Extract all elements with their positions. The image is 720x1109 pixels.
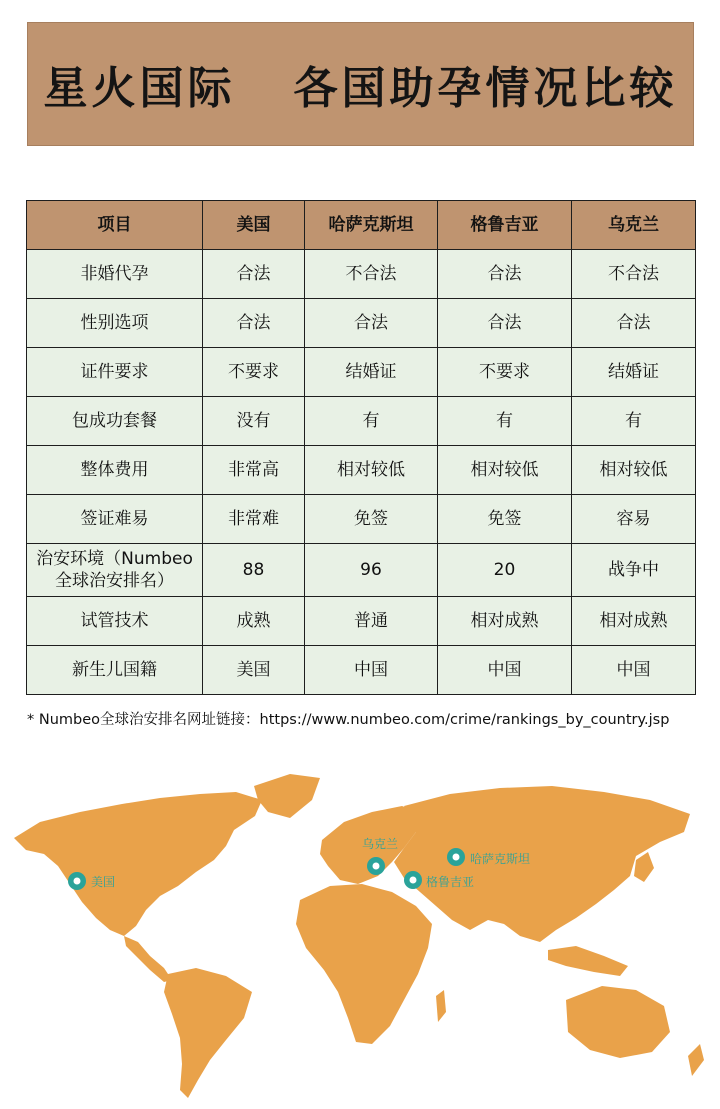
table-cell: 有 [305,397,438,446]
table-cell: 免签 [305,495,438,544]
table-row [27,544,696,597]
table-row [27,646,696,695]
row-label: 试管技术 [27,597,203,646]
title-banner [27,22,694,146]
header-item: 项目 [27,201,203,250]
table-cell: 20 [438,544,572,597]
row-label: 包成功套餐 [27,397,203,446]
table-cell: 合法 [572,299,696,348]
north-america-shape [14,792,262,936]
table-row [27,446,696,495]
japan-shape [634,852,654,882]
pin-label-usa: 美国 [91,875,116,889]
location-pin-dot [453,854,460,861]
table-cell: 不要求 [438,348,572,397]
row-label: 性别选项 [27,299,203,348]
pin-label-kazakhstan: 哈萨克斯坦 [470,852,531,866]
table-cell: 相对成熟 [572,597,696,646]
comparison-table [26,200,696,695]
table-cell: 88 [203,544,305,597]
table-cell: 没有 [203,397,305,446]
table-header-row [27,201,696,250]
world-map [0,760,720,1109]
table-cell: 中国 [305,646,438,695]
pin-usa [68,872,115,890]
location-pin-dot [373,863,380,870]
table-row [27,495,696,544]
table-cell: 96 [305,544,438,597]
continents [14,774,704,1098]
new-zealand-shape [688,1044,704,1076]
table-cell: 结婚证 [572,348,696,397]
table-cell: 不合法 [572,250,696,299]
africa-shape [296,884,432,1044]
table-cell: 成熟 [203,597,305,646]
table-cell: 有 [572,397,696,446]
table-cell: 普通 [305,597,438,646]
table-row [27,348,696,397]
row-label: 新生儿国籍 [27,646,203,695]
central-america-shape [124,936,172,982]
australia-shape [566,986,670,1058]
row-label: 非婚代孕 [27,250,203,299]
table-cell: 战争中 [572,544,696,597]
table-cell: 免签 [438,495,572,544]
table-row [27,397,696,446]
page-title: 星火国际 各国助孕情况比较 [43,63,678,114]
table-cell: 中国 [438,646,572,695]
row-label: 证件要求 [27,348,203,397]
pin-label-ukraine: 乌克兰 [362,837,399,851]
footnote: * Numbeo全球治安排名网址链接：https://www.numbeo.com/crime/rankings_by_country.jsp [27,712,670,728]
table-cell: 合法 [438,250,572,299]
row-label: 整体费用 [27,446,203,495]
row-label: 治安环境（Numbeo全球治安排名） [27,544,203,597]
table-cell: 相对较低 [438,446,572,495]
table-row [27,597,696,646]
header-kazakhstan: 哈萨克斯坦 [305,201,438,250]
pin-label-georgia: 格鲁吉亚 [426,875,475,889]
table-cell: 美国 [203,646,305,695]
header-usa: 美国 [203,201,305,250]
header-ukraine: 乌克兰 [572,201,696,250]
greenland-shape [254,774,320,818]
southeast-asia-islands-shape [548,946,628,976]
table-cell: 合法 [203,250,305,299]
madagascar-shape [436,990,446,1022]
row-label: 签证难易 [27,495,203,544]
table-cell: 合法 [438,299,572,348]
table-row [27,299,696,348]
table-cell: 相对成熟 [438,597,572,646]
header-georgia: 格鲁吉亚 [438,201,572,250]
location-pin-dot [74,878,81,885]
table-row [27,250,696,299]
table-cell: 容易 [572,495,696,544]
table-cell: 非常高 [203,446,305,495]
table-cell: 不合法 [305,250,438,299]
table-cell: 有 [438,397,572,446]
table-cell: 不要求 [203,348,305,397]
table-cell: 中国 [572,646,696,695]
table-cell: 相对较低 [305,446,438,495]
table-cell: 结婚证 [305,348,438,397]
table-cell: 相对较低 [572,446,696,495]
table-cell: 合法 [305,299,438,348]
south-america-shape [164,968,252,1098]
table-cell: 非常难 [203,495,305,544]
table-cell: 合法 [203,299,305,348]
location-pin-dot [410,877,417,884]
